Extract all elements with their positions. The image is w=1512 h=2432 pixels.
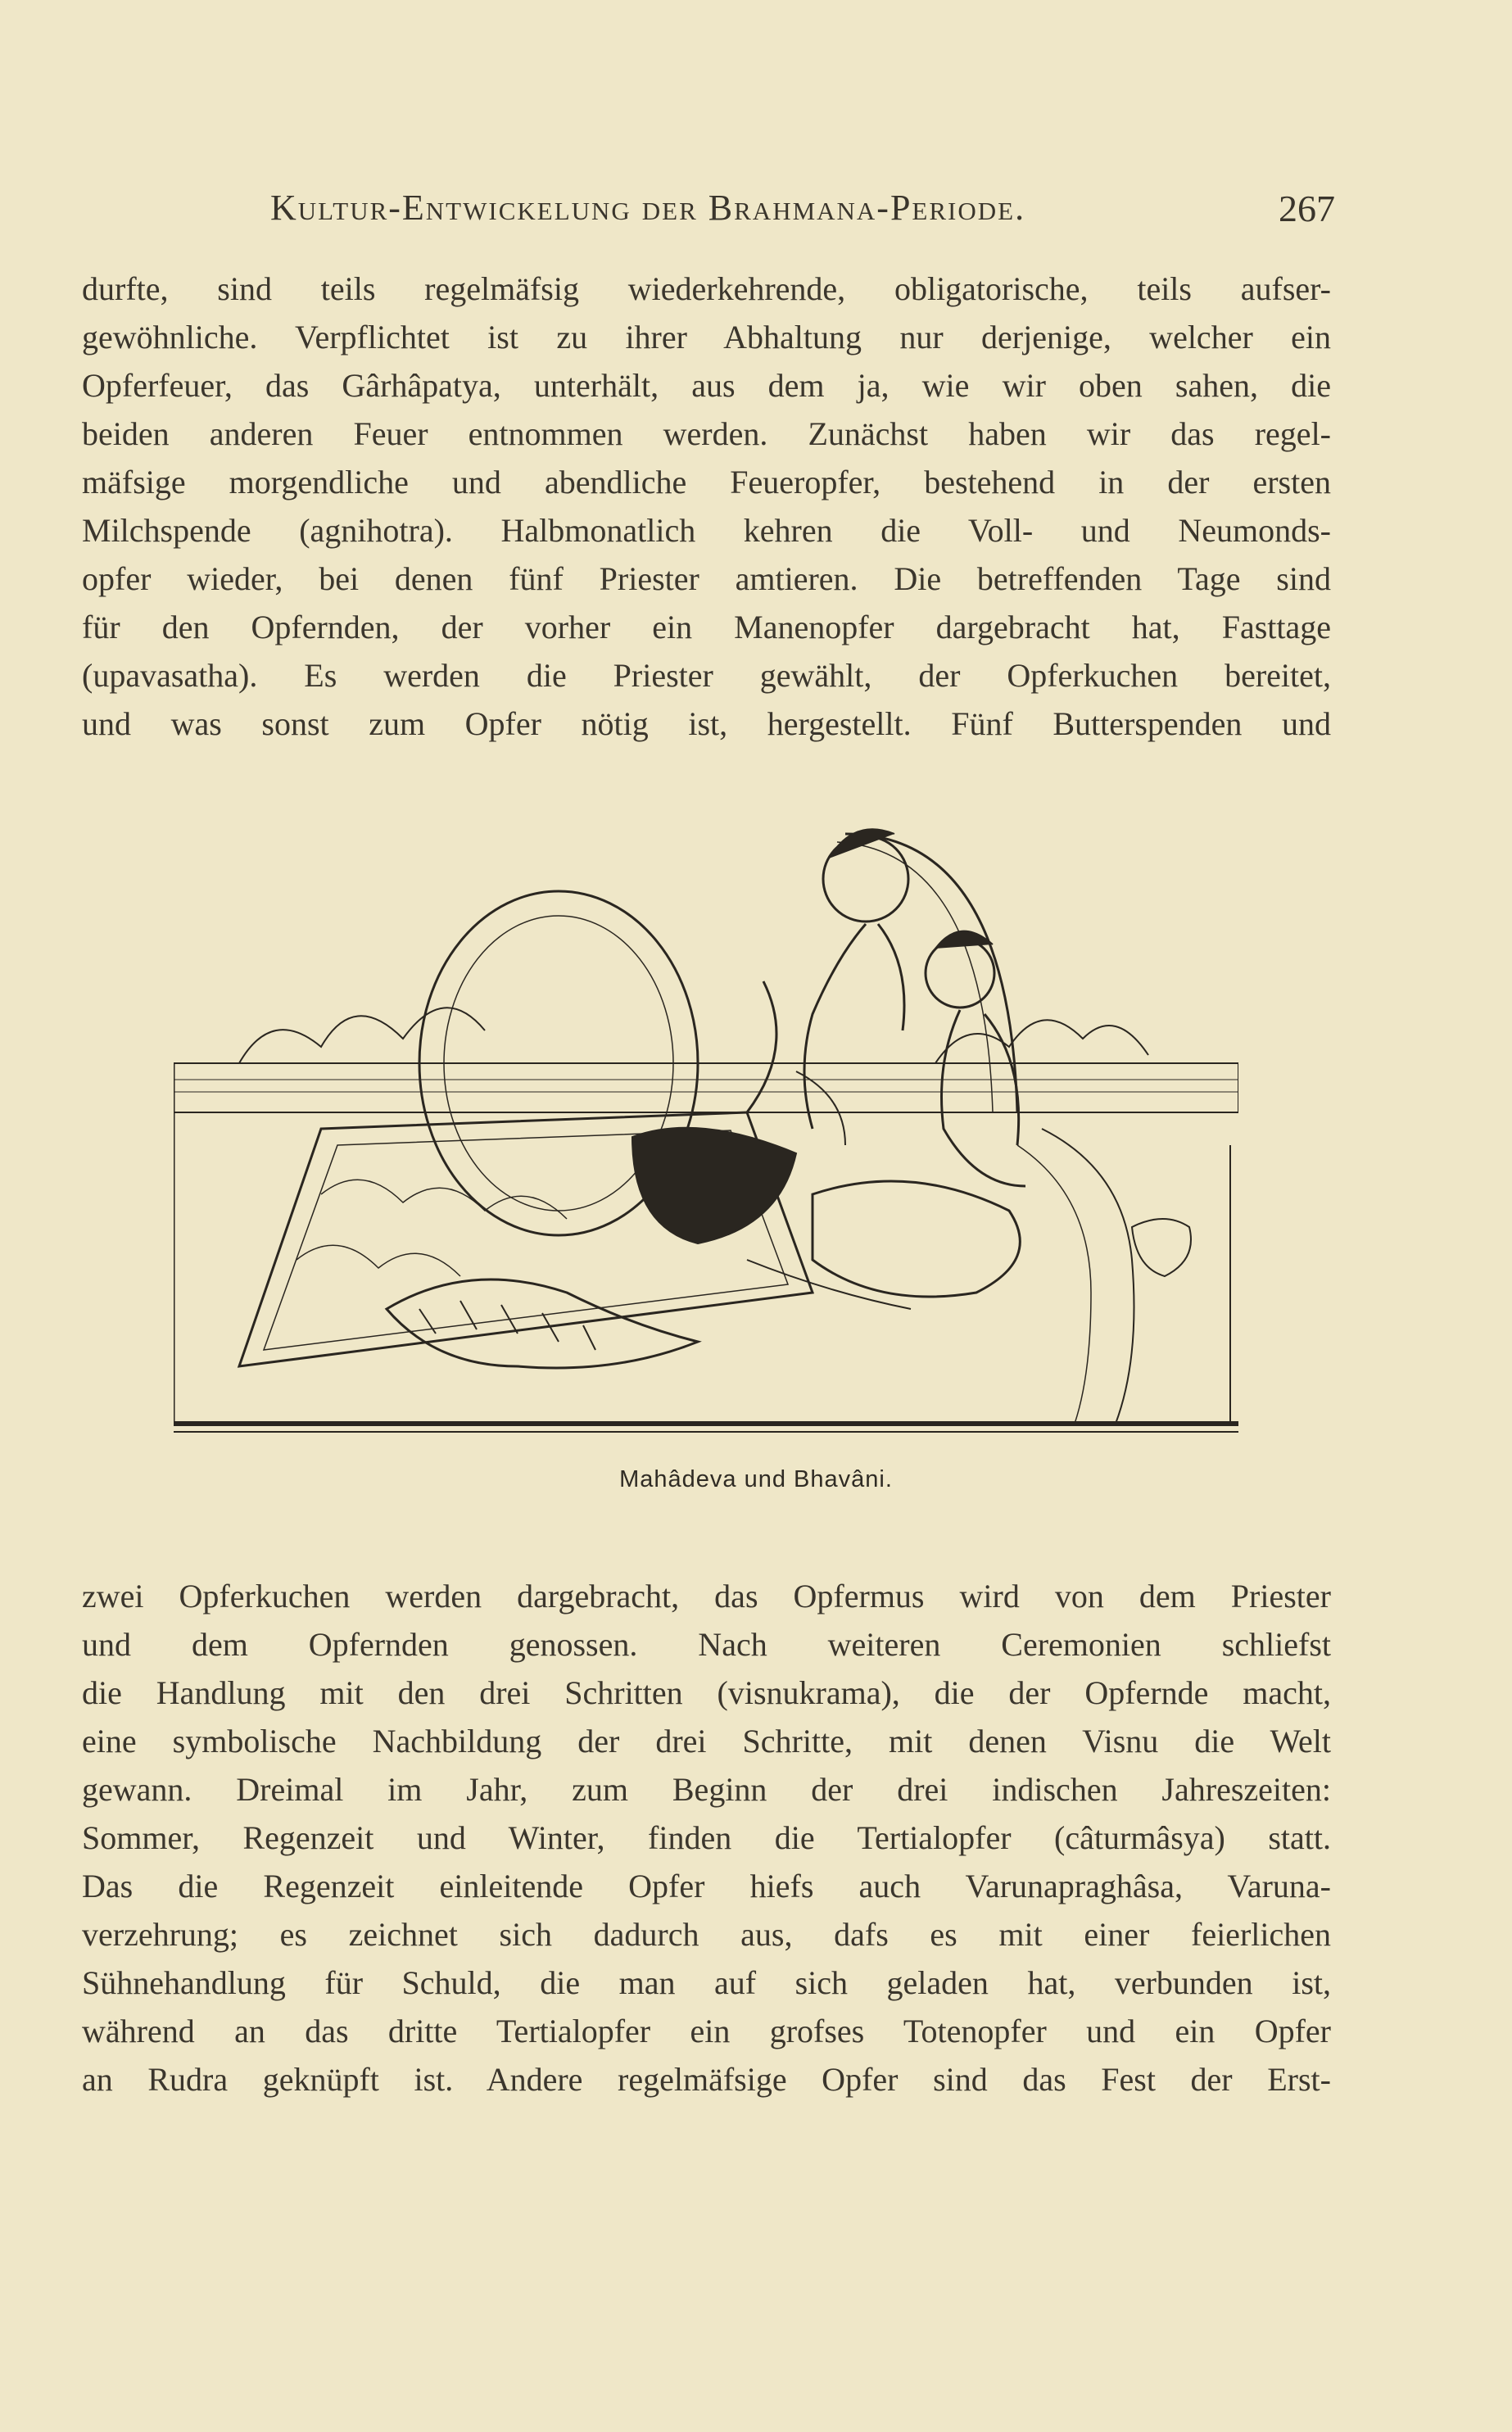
text-line: verzehrung; es zeichnet sich dadurch aus, dafs es mit einer feierlichen [82, 1916, 1331, 1953]
text-line: an Rudra geknüpft ist. Andere regelmäfsige Opfer sind das Fest der Erst- [82, 2061, 1331, 2098]
text-line: (upavasatha). Es werden die Priester gewählt, der Opferkuchen bereitet, [82, 657, 1331, 694]
text-line: für den Opfernden, der vorher ein Manenopfer dargebracht hat, Fasttage [82, 609, 1331, 645]
text-line: beiden anderen Feuer entnommen werden. Zunächst haben wir das regel- [82, 415, 1331, 452]
text-line: gewann. Dreimal im Jahr, zum Beginn der drei indischen Jahreszeiten: [82, 1771, 1331, 1808]
text-line: mäfsige morgendliche und abendliche Feueropfer, bestehend in der ersten [82, 464, 1331, 500]
text-line: opfer wieder, bei denen fünf Priester amtieren. Die betreffenden Tage sind [82, 560, 1331, 597]
body-text-top [82, 265, 1331, 748]
figure-caption: Mahâdeva und Bhavâni. [619, 1466, 893, 1492]
illustration-mahadeva-bhavani [174, 801, 1238, 1448]
page-number: 267 [1279, 188, 1335, 229]
text-line: und dem Opfernden genossen. Nach weiteren Ceremonien schliefst [82, 1626, 1331, 1663]
text-line: durfte, sind teils regelmäfsig wiederkehrende, obligatorische, teils aufser- [82, 270, 1331, 307]
text-line: die Handlung mit den drei Schritten (visnukrama), die der Opfernde macht, [82, 1674, 1331, 1711]
text-line: Milchspende (agnihotra). Halbmonatlich kehren die Voll- und Neumonds- [82, 512, 1331, 549]
body-text-bottom [82, 1572, 1331, 2104]
text-line: zwei Opferkuchen werden dargebracht, das Opfermus wird von dem Priester [82, 1578, 1331, 1615]
running-title: Kultur-Entwickelung der Brahmana-Periode. [270, 188, 1026, 228]
text-line: eine symbolische Nachbildung der drei Schritte, mit denen Visnu die Welt [82, 1723, 1331, 1759]
text-line: während an das dritte Tertialopfer ein grofses Totenopfer und ein Opfer [82, 2013, 1331, 2049]
text-line: und was sonst zum Opfer nötig ist, hergestellt. Fünf Butterspenden und [82, 705, 1331, 742]
text-line: Opferfeuer, das Gârhâpatya, unterhält, aus dem ja, wie wir oben sahen, die [82, 367, 1331, 404]
running-head [74, 187, 1335, 239]
text-line: gewöhnliche. Verpflichtet ist zu ihrer Abhaltung nur derjenige, welcher ein [82, 319, 1331, 356]
text-line: Das die Regenzeit einleitende Opfer hiefs auch Varunapraghâsa, Varuna- [82, 1868, 1331, 1904]
text-line: Sommer, Regenzeit und Winter, finden die Tertialopfer (câturmâsya) statt. [82, 1819, 1331, 1856]
text-line: Sühnehandlung für Schuld, die man auf sich geladen hat, verbunden ist, [82, 1964, 1331, 2001]
